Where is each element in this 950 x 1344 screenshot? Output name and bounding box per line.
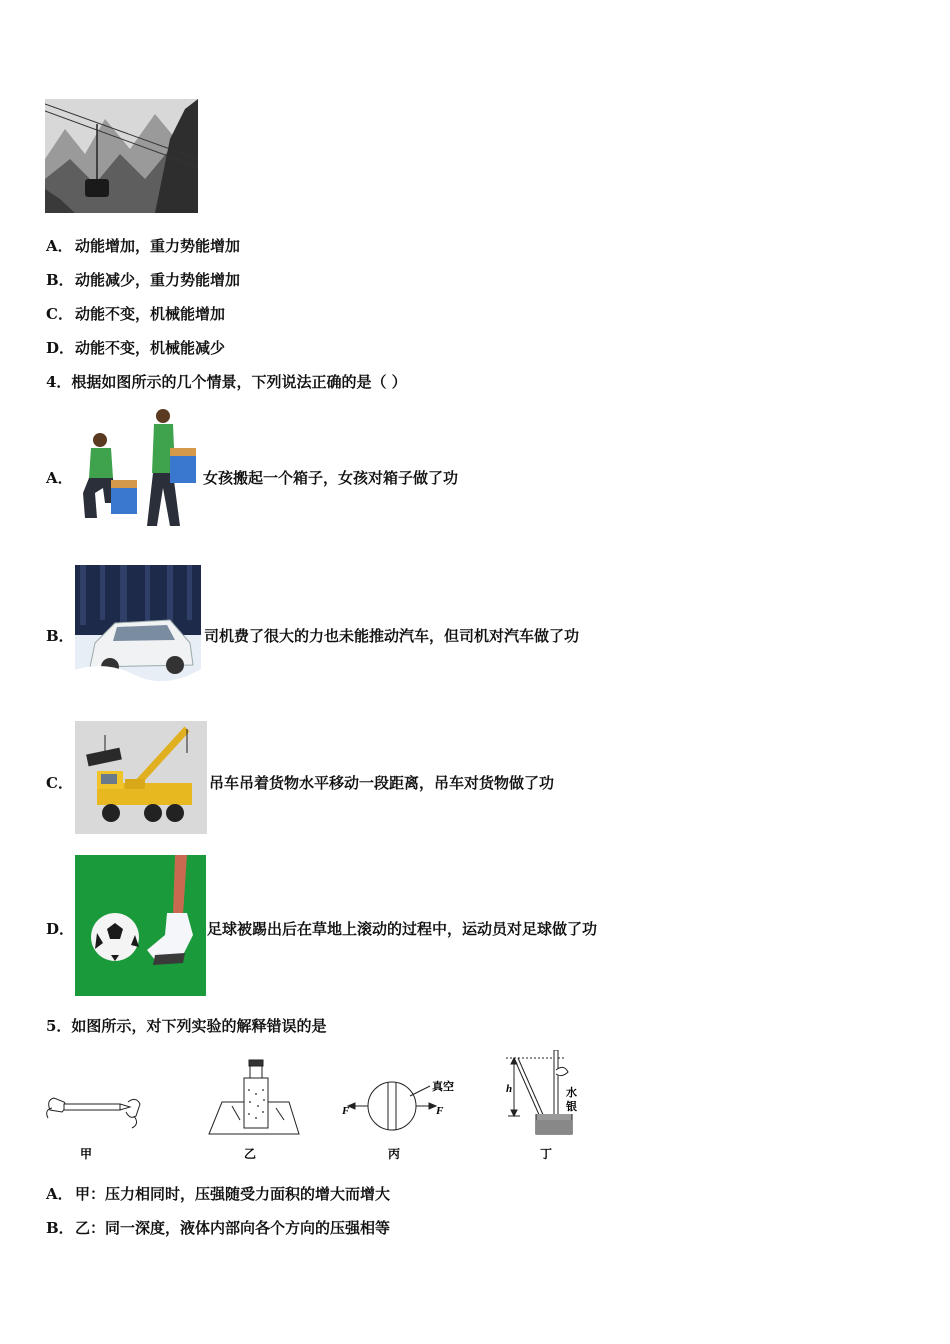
q4-option-b-label: B． <box>46 627 74 645</box>
q3-option-d-text: 动能不变，机械能减少 <box>75 339 226 357</box>
q3-option-c-text: 动能不变，机械能增加 <box>75 305 226 323</box>
q4-option-c-text: 吊车吊着货物水平移动一段距离，吊车对货物做了功 <box>209 774 555 792</box>
girl-lifting-box-image <box>75 408 200 528</box>
q4-option-c-label: C． <box>46 774 73 792</box>
pencil-experiment-drawing <box>47 1098 140 1128</box>
height-label: h <box>506 1083 513 1095</box>
caption-yi: 乙 <box>244 1147 257 1161</box>
mercury-label-2: 银 <box>566 1100 577 1113</box>
cable-car-photo <box>45 99 198 213</box>
mercury-label-1: 水 <box>566 1086 577 1099</box>
force-label-right: F <box>436 1105 444 1117</box>
caption-bing: 丙 <box>388 1147 401 1161</box>
q5-option-a-text: 甲：压力相同时，压强随受力面积的增大而增大 <box>75 1185 391 1203</box>
soccer-kick-image <box>75 855 206 996</box>
q3-option-a-label: A． <box>46 237 73 255</box>
q3-option-b-label: B． <box>46 271 74 289</box>
q5-option-b-text: 乙：同一深度，液体内部向各个方向的压强相等 <box>75 1219 391 1237</box>
q4-option-b-text: 司机费了很大的力也未能推动汽车，但司机对汽车做了功 <box>204 627 580 645</box>
force-label-left: F <box>342 1105 350 1117</box>
q3-option-d-label: D． <box>46 339 75 357</box>
q4-stem: 4．根据如图所示的几个情景，下列说法正确的是（ ） <box>46 373 407 391</box>
caption-jia: 甲 <box>80 1147 93 1161</box>
q3-option-c-label: C． <box>46 305 73 323</box>
q3-option-a-text: 动能增加，重力势能增加 <box>75 237 241 255</box>
q5-option-a-label: A． <box>46 1185 73 1203</box>
q4-option-a-text: 女孩搬起一个箱子，女孩对箱子做了功 <box>203 469 459 487</box>
q3-option-b-text: 动能减少，重力势能增加 <box>75 271 241 289</box>
torricelli-barometer-drawing <box>506 1050 572 1134</box>
caption-ding: 丁 <box>540 1147 553 1161</box>
q5-experiment-figure <box>44 1050 589 1165</box>
bottle-on-sponge-drawing <box>209 1060 299 1134</box>
q4-option-d-label: D． <box>46 920 75 938</box>
q5-option-b-label: B． <box>46 1219 74 1237</box>
q5-stem: 5．如图所示，对下列实验的解释错误的是 <box>46 1017 327 1035</box>
magdeburg-hemispheres-drawing <box>348 1082 436 1130</box>
vacuum-label: 真空 <box>432 1080 454 1093</box>
car-in-snow-image <box>75 565 201 692</box>
q4-option-a-label: A． <box>46 469 73 487</box>
crane-truck-image <box>75 721 207 834</box>
q4-option-d-text: 足球被踢出后在草地上滚动的过程中，运动员对足球做了功 <box>207 920 598 938</box>
